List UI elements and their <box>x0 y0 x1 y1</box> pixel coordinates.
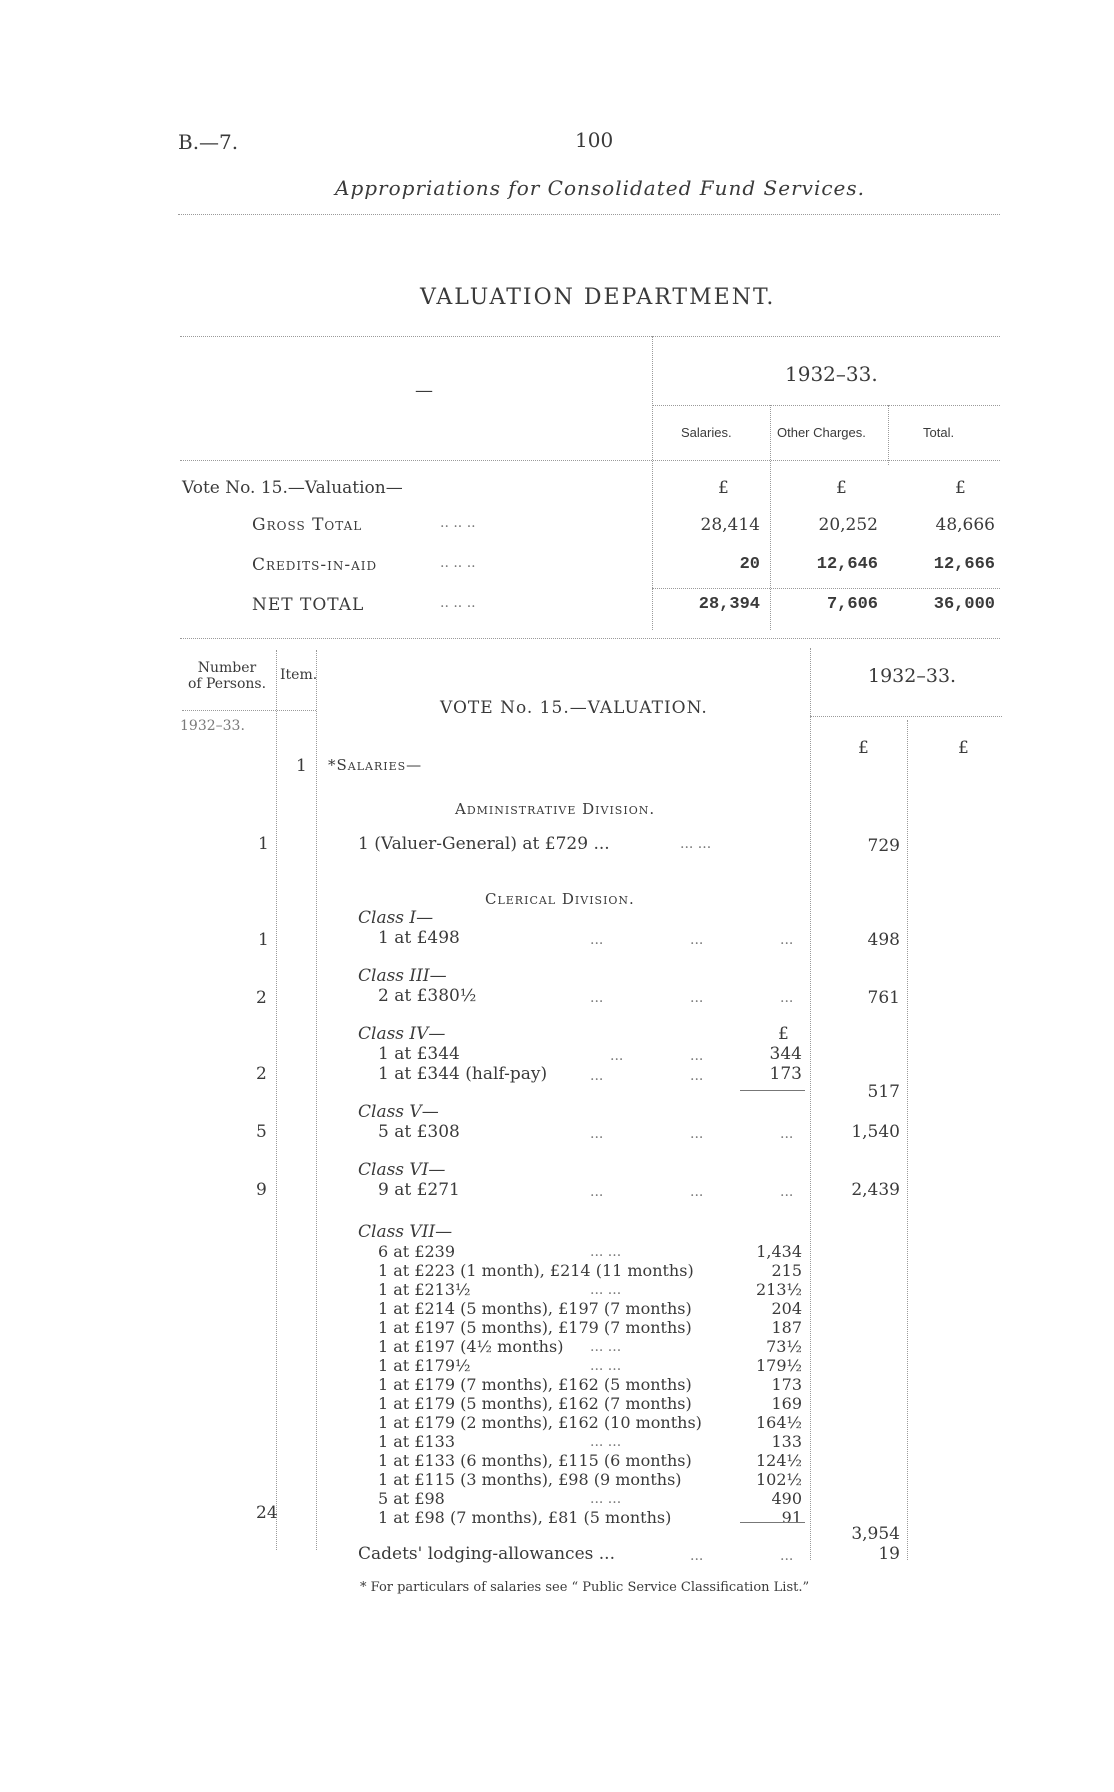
summary-row-gross-other: 20,252 <box>818 515 878 535</box>
summary-divider <box>652 336 653 630</box>
detail-admin-division: Administrative Division. <box>455 800 656 818</box>
summary-col-total: Total. <box>923 425 955 440</box>
department-title: VALUATION DEPARTMENT. <box>420 285 776 310</box>
class7-line-value: 102½ <box>755 1470 802 1489</box>
detail-class4-label: Class IV— <box>358 1024 446 1044</box>
detail-item-number: 1 <box>296 756 307 776</box>
class7-line-value: 1,434 <box>756 1242 802 1261</box>
detail-class3-dots-3: ... <box>780 990 794 1006</box>
class7-line-value: 164½ <box>755 1413 802 1432</box>
summary-col-divider-2 <box>888 405 889 465</box>
class7-line-value: 173 <box>771 1375 802 1394</box>
detail-vote-title: VOTE No. 15.—VALUATION. <box>440 698 708 718</box>
detail-class1-dots-3: ... <box>780 932 794 948</box>
detail-class5-amount: 1,540 <box>851 1122 900 1142</box>
summary-col-divider-1 <box>770 405 771 630</box>
class7-line-dots: ... ... <box>590 1244 622 1260</box>
page-number: 100 <box>575 128 614 152</box>
detail-class5-count: 5 <box>256 1122 267 1142</box>
summary-top-rule <box>180 336 1000 337</box>
detail-cadets-label: Cadets' lodging-allowances ... <box>358 1544 615 1564</box>
class7-line-value: 213½ <box>755 1280 802 1299</box>
detail-salaries-label: *Salaries— <box>328 756 423 774</box>
detail-col-persons: of Persons. <box>187 676 267 692</box>
detail-class3-label: Class III— <box>358 966 447 986</box>
detail-class1-count: 1 <box>258 930 269 950</box>
summary-row-credits-other: 12,646 <box>816 555 878 574</box>
summary-vote-label: Vote No. 15.—Valuation— <box>182 478 403 498</box>
class7-line-text: 1 at £197 (5 months), £179 (7 months) <box>378 1318 692 1337</box>
summary-row-gross-salaries: 28,414 <box>700 515 760 535</box>
detail-class7-label: Class VII— <box>358 1222 453 1242</box>
detail-class6-dots-3: ... <box>780 1184 794 1200</box>
class7-line-dots: ... ... <box>590 1339 622 1355</box>
class7-line-value: 73½ <box>766 1337 802 1356</box>
detail-col-line-item <box>316 650 317 1550</box>
detail-class7-sum-rule <box>740 1522 805 1523</box>
summary-row-net-salaries: 28,394 <box>698 595 760 614</box>
detail-class4-line2: 1 at £344 (half-pay) <box>378 1064 548 1084</box>
detail-class1-dots-1: ... <box>590 932 604 948</box>
detail-col-line-amount <box>810 648 811 1560</box>
page-subtitle: Appropriations for Consolidated Fund Services. <box>335 176 866 200</box>
detail-class3-dots-2: ... <box>690 990 704 1006</box>
class7-line-text: 1 at £197 (4½ months) <box>378 1337 564 1356</box>
detail-clerical-division: Clerical Division. <box>485 890 635 908</box>
detail-class5-dots-2: ... <box>690 1126 704 1142</box>
summary-dash: — <box>415 380 433 401</box>
summary-row-net-dots: .. .. .. <box>440 595 476 611</box>
detail-col-number: Number <box>197 660 257 676</box>
detail-class7-amount: 3,954 <box>851 1524 900 1544</box>
detail-cadets-dots-2: ... <box>780 1548 794 1564</box>
summary-currency-other: £ <box>836 478 847 498</box>
summary-row-credits-label: Credits-in-aid <box>252 555 378 575</box>
detail-class5-dots-3: ... <box>780 1126 794 1142</box>
class7-line-text: 1 at £179 (5 months), £162 (7 months) <box>378 1394 692 1413</box>
detail-class4-dots-1a: ... <box>610 1048 624 1064</box>
detail-cadets-dots-1: ... <box>690 1548 704 1564</box>
detail-class6-dots-2: ... <box>690 1184 704 1200</box>
detail-class7-count: 24 <box>256 1503 278 1523</box>
detail-admin-count: 1 <box>258 834 269 854</box>
class7-line-value: 204 <box>771 1299 802 1318</box>
detail-header-rule <box>182 710 316 711</box>
summary-net-rule <box>652 588 1000 589</box>
class7-line-text: 1 at £133 (6 months), £115 (6 months) <box>378 1451 692 1470</box>
detail-admin-amount: 729 <box>867 836 900 856</box>
detail-class4-val2: 173 <box>769 1064 802 1084</box>
detail-class4-dots-2b: ... <box>690 1068 704 1084</box>
class7-line-text: 1 at £223 (1 month), £214 (11 months) <box>378 1261 694 1280</box>
summary-year-rule <box>652 405 1000 406</box>
summary-col-other: Other Charges. <box>777 425 866 440</box>
detail-currency-total: £ <box>958 738 969 758</box>
class7-line-text: 6 at £239 <box>378 1242 456 1261</box>
detail-right-year: 1932–33. <box>868 665 957 687</box>
detail-admin-dots: ... ... <box>680 836 712 852</box>
detail-class6-amount: 2,439 <box>851 1180 900 1200</box>
detail-class3-amount: 761 <box>867 988 900 1008</box>
detail-class4-line1: 1 at £344 <box>378 1044 460 1064</box>
header-rule <box>178 214 1000 215</box>
class7-line-text: 5 at £98 <box>378 1489 445 1508</box>
class7-line-value: 124½ <box>755 1451 802 1470</box>
class7-line-value: 91 <box>781 1508 802 1527</box>
summary-row-gross-dots: .. .. .. <box>440 515 476 531</box>
detail-class3-line: 2 at £380½ <box>378 986 477 1006</box>
class7-line-text: 1 at £179 (2 months), £162 (10 months) <box>378 1413 702 1432</box>
class7-line-dots: ... ... <box>590 1358 622 1374</box>
document-code: B.—7. <box>178 130 239 154</box>
detail-col-item: Item. <box>280 667 318 683</box>
class7-line-text: 1 at £179 (7 months), £162 (5 months) <box>378 1375 692 1394</box>
class7-line-text: 1 at £213½ <box>378 1280 471 1299</box>
class7-line-text: 1 at £115 (3 months), £98 (9 months) <box>378 1470 682 1489</box>
detail-class5-line: 5 at £308 <box>378 1122 460 1142</box>
detail-admin-line: 1 (Valuer-General) at £729 ... <box>358 834 610 854</box>
class7-line-text: 1 at £98 (7 months), £81 (5 months) <box>378 1508 672 1527</box>
class7-line-value: 179½ <box>755 1356 802 1375</box>
detail-class1-line: 1 at £498 <box>378 928 460 948</box>
detail-class1-dots-2: ... <box>690 932 704 948</box>
detail-class3-count: 2 <box>256 988 267 1008</box>
class7-line-text: 1 at £179½ <box>378 1356 471 1375</box>
detail-class3-dots-1: ... <box>590 990 604 1006</box>
summary-row-gross-label: Gross Total <box>252 515 363 535</box>
class7-line-value: 169 <box>771 1394 802 1413</box>
detail-class6-label: Class VI— <box>358 1160 446 1180</box>
summary-row-net-label: NET TOTAL <box>252 595 365 615</box>
detail-col-line-total <box>907 720 908 1560</box>
class7-line-value: 187 <box>771 1318 802 1337</box>
detail-class5-label: Class V— <box>358 1102 439 1122</box>
detail-currency-amount: £ <box>858 738 869 758</box>
summary-year: 1932–33. <box>785 362 878 386</box>
detail-class6-dots-1: ... <box>590 1184 604 1200</box>
footnote: * For particulars of salaries see “ Public Service Classification List.” <box>360 1580 810 1595</box>
detail-class4-dots-2a: ... <box>590 1068 604 1084</box>
summary-row-gross-total: 48,666 <box>935 515 995 535</box>
class7-line-value: 215 <box>771 1261 802 1280</box>
detail-class4-currency: £ <box>778 1024 789 1044</box>
detail-class5-dots-1: ... <box>590 1126 604 1142</box>
detail-class4-sum-rule <box>740 1090 805 1091</box>
class7-line-dots: ... ... <box>590 1434 622 1450</box>
detail-col-year: 1932–33. <box>180 718 245 734</box>
detail-class6-line: 9 at £271 <box>378 1180 460 1200</box>
class7-line-text: 1 at £133 <box>378 1432 456 1451</box>
class7-line-value: 490 <box>771 1489 802 1508</box>
detail-class6-count: 9 <box>256 1180 267 1200</box>
summary-row-credits-total: 12,666 <box>933 555 995 574</box>
detail-class4-val1: 344 <box>769 1044 802 1064</box>
summary-currency-total: £ <box>955 478 966 498</box>
detail-cadets-amount: 19 <box>878 1544 900 1564</box>
summary-row-net-other: 7,606 <box>826 595 878 614</box>
detail-class1-label: Class I— <box>358 908 434 928</box>
summary-row-net-total: 36,000 <box>933 595 995 614</box>
detail-col-line-persons <box>276 650 277 1550</box>
detail-class4-count: 2 <box>256 1064 267 1084</box>
detail-class4-dots-1b: ... <box>690 1048 704 1064</box>
detail-right-year-rule <box>810 716 1002 717</box>
summary-currency-salaries: £ <box>718 478 729 498</box>
summary-row-credits-salaries: 20 <box>739 555 760 574</box>
class7-line-value: 133 <box>771 1432 802 1451</box>
summary-header-rule <box>180 460 1000 461</box>
summary-col-salaries: Salaries. <box>681 425 732 440</box>
detail-class4-amount: 517 <box>867 1082 900 1102</box>
class7-line-dots: ... ... <box>590 1282 622 1298</box>
class7-line-text: 1 at £214 (5 months), £197 (7 months) <box>378 1299 692 1318</box>
detail-class1-amount: 498 <box>867 930 900 950</box>
class7-line-dots: ... ... <box>590 1491 622 1507</box>
section-rule <box>180 638 1000 639</box>
summary-row-credits-dots: .. .. .. <box>440 555 476 571</box>
